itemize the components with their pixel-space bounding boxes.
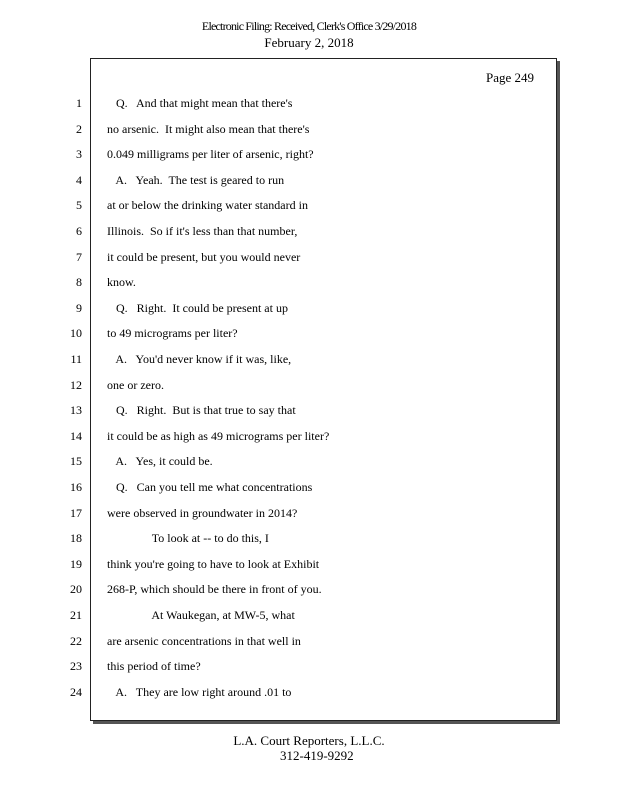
line-number: 12 [70,378,82,392]
line-number: 13 [70,403,82,417]
line-number: 15 [70,454,82,468]
transcript-line-text: At Waukegan, at MW-5, what [107,608,295,622]
line-number: 21 [70,608,82,622]
transcript-line-text: Q. Right. It could be present at up [107,301,288,315]
line-number: 2 [76,122,82,136]
transcript-line-text: A. They are low right around .01 to [107,685,292,699]
reporter-phone: 312-419-9292 [280,748,354,763]
line-number: 1 [76,96,82,110]
line-number: 9 [76,301,82,315]
line-number: 22 [70,634,82,648]
transcript-line-text: A. Yeah. The test is geared to run [107,173,285,187]
transcript-line-text: think you're going to have to look at Exhibit [107,557,320,571]
line-number: 5 [76,198,82,212]
transcript-line-text: To look at -- to do this, I [107,531,269,545]
line-number: 17 [70,506,82,520]
line-number: 19 [70,557,82,571]
transcript-line-text: were observed in groundwater in 2014? [107,506,298,520]
line-number: 18 [70,531,82,545]
line-number: 7 [76,250,82,264]
line-number: 14 [70,429,82,443]
page-number: Page 249 [486,70,535,85]
line-number: 20 [70,582,82,596]
transcript-line-text: one or zero. [107,378,164,392]
line-number: 11 [70,352,82,366]
line-number: 16 [70,480,82,494]
transcript-line-text: A. Yes, it could be. [107,454,213,468]
transcript-line-text: Q. Can you tell me what concentrations [107,480,313,494]
line-number: 8 [76,275,82,289]
line-number: 3 [76,147,82,161]
reporter-company: L.A. Court Reporters, L.L.C. [233,733,385,748]
transcript-line-text: are arsenic concentrations in that well in [107,634,301,648]
transcript-line-text: Q. And that might mean that there's [107,96,293,110]
line-number: 4 [76,173,82,187]
transcript-line-text: A. You'd never know if it was, like, [107,352,292,366]
line-number: 23 [70,659,82,673]
line-number: 24 [70,685,82,699]
transcript-line-text: this period of time? [107,659,201,673]
transcript-line-text: Illinois. So if it's less than that number, [107,224,298,238]
line-number: 6 [76,224,82,238]
transcript-line-text: at or below the drinking water standard in [107,198,308,212]
transcript-line-text: 0.049 milligrams per liter of arsenic, right? [107,147,314,161]
filing-stamp: Electronic Filing: Received, Clerk's Office 3/29/2018 [201,19,417,33]
transcript-line-text: it could be present, but you would never [107,250,301,264]
transcript-line-text: 268-P, which should be there in front of you. [107,582,322,596]
transcript-line-text: know. [107,275,136,289]
transcript-line-text: it could be as high as 49 micrograms per liter? [107,429,330,443]
line-number: 10 [70,326,82,340]
transcript-line-text: no arsenic. It might also mean that there's [107,122,310,136]
transcript-date: February 2, 2018 [264,35,354,50]
transcript-line-text: to 49 micrograms per liter? [107,326,238,340]
transcript-line-text: Q. Right. But is that true to say that [107,403,296,417]
